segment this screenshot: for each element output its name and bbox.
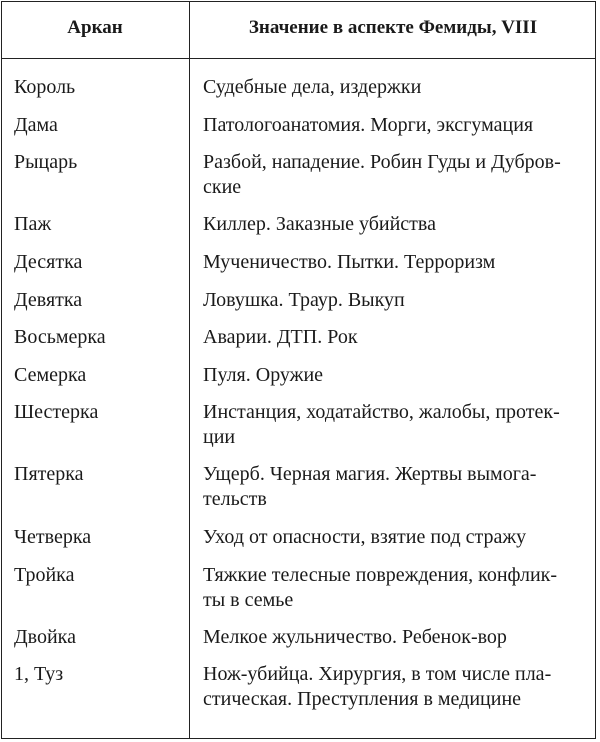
arcana-cell: Шестерка	[14, 401, 99, 423]
meaning-cell-continuation: стическая. Преступления в медицине	[203, 688, 522, 710]
column-header-meaning: Значение в аспекте Фемиды, VIII	[248, 17, 538, 38]
arcana-cell: 1, Туз	[14, 663, 64, 685]
meaning-cell: Уход от опасности, взятие под стражу	[203, 526, 527, 548]
arcana-cell: Двойка	[14, 626, 76, 648]
arcana-cell: Четверка	[14, 526, 92, 548]
arcana-cell: Пятерка	[14, 463, 84, 485]
meaning-cell: Мелкое жульничество. Ребенок-вор	[203, 626, 507, 648]
meaning-cell: Мученичество. Пытки. Терроризм	[203, 251, 496, 273]
arcana-cell: Девятка	[14, 289, 83, 311]
meaning-cell-continuation: ции	[203, 426, 236, 448]
meaning-cell: Судебные дела, издержки	[203, 76, 422, 98]
meaning-cell-continuation: ты в семье	[203, 589, 294, 611]
arcana-cell: Восьмерка	[14, 326, 106, 348]
meaning-cell: Пуля. Оружие	[203, 364, 324, 386]
column-header-arcana: Аркан	[67, 17, 123, 38]
meaning-cell: Инстанция, ходатайство, жалобы, протек-	[203, 401, 560, 423]
meaning-cell: Разбой, нападение. Робин Гуды и Дубров-	[203, 151, 561, 173]
meaning-cell: Ловушка. Траур. Выкуп	[203, 289, 405, 311]
arcana-cell: Тройка	[14, 564, 75, 586]
meaning-cell-continuation: тельств	[203, 488, 267, 510]
meaning-cell: Ущерб. Черная магия. Жертвы вымога-	[203, 463, 537, 485]
meaning-cell-continuation: ские	[203, 176, 242, 198]
meaning-cell: Тяжкие телесные повреждения, конфлик-	[203, 564, 558, 586]
arcana-cell: Король	[14, 76, 76, 98]
column-divider	[189, 1, 190, 739]
arcana-cell: Дама	[14, 114, 58, 136]
arcana-cell: Семерка	[14, 364, 87, 386]
meaning-cell: Патологоанатомия. Морги, эксгумация	[203, 114, 534, 136]
header-divider	[1, 58, 596, 59]
meaning-cell: Аварии. ДТП. Рок	[203, 326, 358, 348]
meaning-cell: Нож-убийца. Хирургия, в том числе пла-	[203, 663, 552, 685]
arcana-cell: Десятка	[14, 251, 83, 273]
arcana-cell: Рыцарь	[14, 151, 78, 173]
meaning-cell: Киллер. Заказные убийства	[203, 213, 436, 235]
arcana-cell: Паж	[14, 213, 52, 235]
